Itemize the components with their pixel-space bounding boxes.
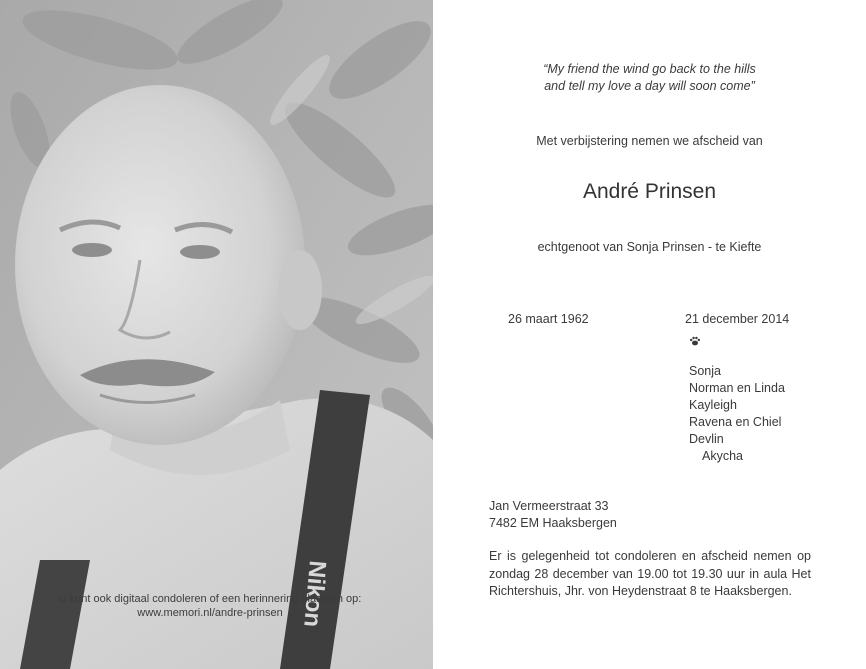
condolence-info: Er is gelegenheid tot condoleren en afscheid nemen op zondag 28 december van 19.00 tot 19.30 uur in aula Het Richtershuis, Jhr. von Heydenstraat 8 te Haaksbergen. <box>489 549 811 598</box>
family-member: Akycha <box>702 448 743 463</box>
address-city: 7482 EM Haaksbergen <box>489 516 617 530</box>
spouse-text: echtgenoot van Sonja Prinsen - te Kiefte <box>537 240 762 254</box>
quote-line2: and tell my love a day will soon come” <box>544 79 755 93</box>
family-member: Norman en Linda <box>689 380 785 395</box>
address-street: Jan Vermeerstraat 33 <box>489 499 609 513</box>
face <box>15 85 305 445</box>
family-member: Kayleigh <box>689 397 737 412</box>
family-member: Ravena en Chiel <box>689 414 782 429</box>
paw-print-icon <box>689 335 701 347</box>
strap-brand-text: Nikon <box>298 559 331 629</box>
memorial-note-link[interactable]: www.memori.nl/andre-prinsen <box>137 607 283 619</box>
intro-text: Met verbijstering nemen we afscheid van <box>536 134 763 148</box>
quote <box>433 61 866 95</box>
quote-line1: “My friend the wind go back to the hills <box>543 62 756 76</box>
deceased-name: André Prinsen <box>582 180 717 203</box>
digital-condolence-note <box>40 592 380 620</box>
family-member: Sonja <box>689 364 721 378</box>
family-list <box>689 363 785 464</box>
address <box>489 498 617 532</box>
memorial-note-line1: U kunt ook digitaal condoleren of een herinnering plaatsen op: <box>58 593 362 605</box>
death-date: 21 december 2014 <box>685 312 790 326</box>
family-member: Devlin <box>689 431 724 446</box>
birth-date: 26 maart 1962 <box>508 312 589 326</box>
